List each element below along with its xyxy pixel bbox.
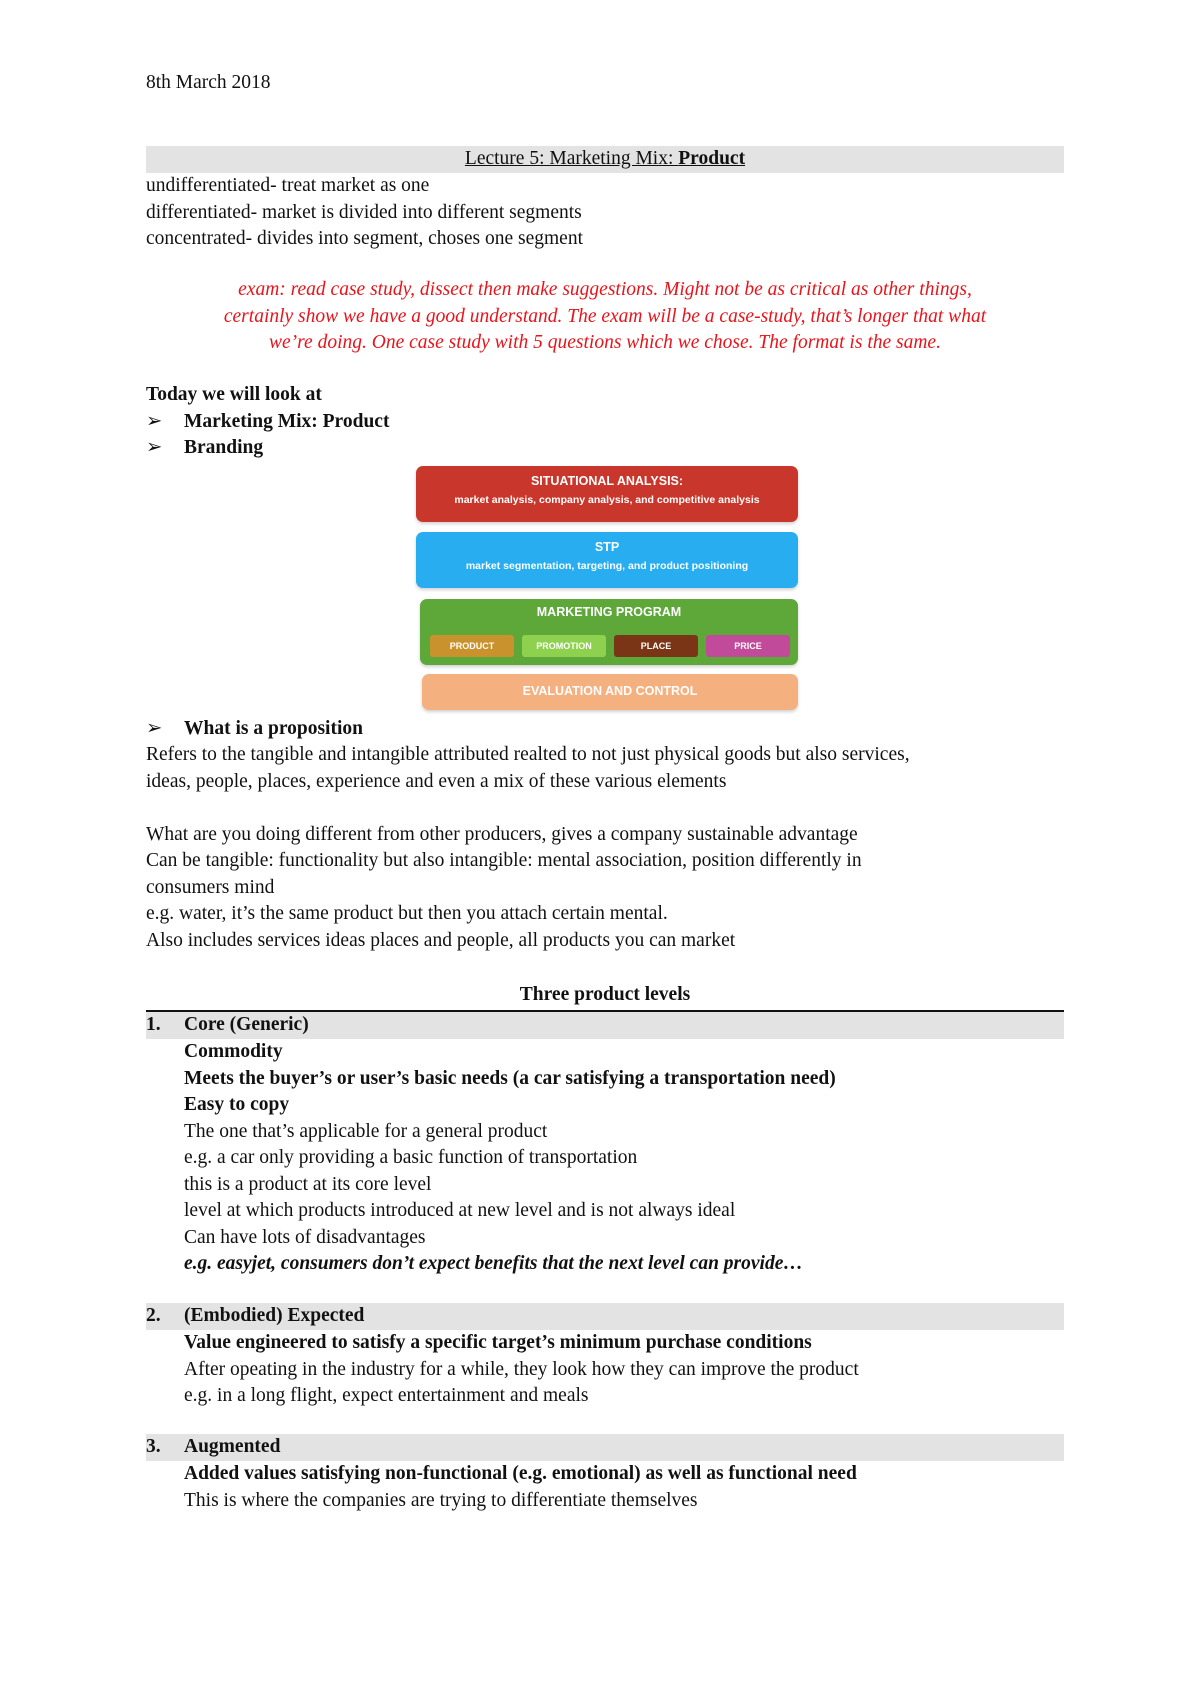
exam-note-line: certainly show we have a good understand. The exam will be a case-study, that’s longer that what [223, 305, 987, 327]
document-date: 8th March 2018 [146, 72, 271, 93]
level-1-heading [146, 1012, 1064, 1039]
level-line: After opeating in the industry for a while, they look how they can improve the product [184, 1358, 859, 1380]
blank-line [146, 795, 1064, 822]
today-item [146, 409, 389, 436]
proposition-detail-line: Also includes services ideas places and people, all products you can market [146, 929, 736, 951]
arrow-bullet-icon: ➢ [146, 410, 163, 432]
intro-line: concentrated- divides into segment, choses one segment [146, 228, 583, 249]
level-number: 3. [146, 1436, 161, 1457]
level-bold-line: Value engineered to satisfy a specific target’s minimum purchase conditions [184, 1332, 812, 1353]
level-line: e.g. a car only providing a basic function of transportation [184, 1147, 638, 1168]
lecture-title [146, 146, 1064, 173]
lecture-title-prefix: Lecture 5: Marketing Mix: [464, 148, 679, 169]
proposition-heading-label: What is a proposition [184, 718, 363, 739]
level-line: Can have lots of disadvantages [184, 1226, 426, 1248]
place-tile: PLACE [614, 635, 698, 657]
proposition-definition-line: ideas, people, places, experience and even a mix of these various elements [146, 770, 727, 792]
proposition-heading [146, 716, 363, 743]
proposition-detail-line: e.g. water, it’s the same product but then you attach certain mental. [146, 903, 668, 924]
today-item-label: Marketing Mix: Product [184, 410, 390, 432]
marketing-process-diagram [416, 466, 798, 710]
stp-title: STP [594, 540, 620, 554]
level-name: Augmented [184, 1436, 281, 1457]
level-2-body [184, 1330, 859, 1410]
promotion-tile: PROMOTION [522, 635, 606, 657]
level-number: 2. [146, 1305, 161, 1326]
arrow-bullet-icon: ➢ [146, 718, 163, 739]
level-line: e.g. in a long flight, expect entertainment and meals [184, 1385, 589, 1406]
today-item-label: Branding [184, 437, 264, 458]
stp-subtitle: market segmentation, targeting, and product positioning [465, 560, 749, 572]
proposition-definition-line: Refers to the tangible and intangible attributed realted to not just physical goods but also services, [146, 744, 910, 765]
levels-title: Three product levels [519, 984, 691, 1005]
level-bold-line: Commodity [184, 1041, 283, 1062]
today-section [146, 382, 389, 462]
level-line: This is where the companies are trying to differentiate themselves [184, 1489, 698, 1511]
segmentation-notes [146, 173, 583, 253]
level-example-line: e.g. easyjet, consumers don’t expect benefits that the next level can provide… [184, 1253, 803, 1274]
marketing-program-block [420, 599, 798, 665]
level-bold-line: Added values satisfying non-functional (e.g. emotional) as well as functional need [184, 1463, 857, 1484]
level-line: this is a product at its core level [184, 1173, 432, 1195]
proposition-detail-line: What are you doing different from other producers, gives a company sustainable advantage [146, 823, 858, 845]
proposition-detail-line: consumers mind [146, 876, 275, 898]
situational-analysis-subtitle: market analysis, company analysis, and competitive analysis [454, 494, 760, 506]
level-name: (Embodied) Expected [184, 1305, 365, 1326]
level-3-body [184, 1461, 857, 1514]
price-tile: PRICE [706, 635, 790, 657]
level-3-heading [146, 1434, 1064, 1461]
proposition-body [146, 742, 1064, 954]
marketing-program-title: MARKETING PROGRAM [536, 605, 682, 619]
stp-block [416, 532, 798, 588]
level-line: level at which products introduced at new level and is not always ideal [184, 1200, 736, 1221]
level-line: The one that’s applicable for a general product [184, 1120, 548, 1142]
level-name: Core (Generic) [184, 1014, 309, 1035]
product-tile: PRODUCT [430, 635, 514, 657]
intro-line: undifferentiated- treat market as one [146, 175, 430, 196]
lecture-title-bold: Product [678, 148, 746, 169]
level-number: 1. [146, 1014, 161, 1035]
level-2-heading [146, 1303, 1064, 1330]
proposition-detail-line: Can be tangible: functionality but also intangible: mental association, position differently in [146, 850, 862, 871]
exam-note [146, 277, 1064, 357]
exam-note-line: exam: read case study, dissect then make suggestions. Might not be as critical as other things, [238, 279, 972, 300]
level-1-body [184, 1039, 836, 1278]
arrow-bullet-icon: ➢ [146, 437, 163, 458]
level-bold-line: Meets the buyer’s or user’s basic needs (a car satisfying a transportation need) [184, 1067, 836, 1089]
today-item [146, 435, 389, 462]
situational-analysis-title: SITUATIONAL ANALYSIS: [530, 474, 684, 488]
intro-line: differentiated- market is divided into different segments [146, 201, 582, 223]
level-bold-line: Easy to copy [184, 1094, 290, 1115]
exam-note-line: we’re doing. One case study with 5 questions which we chose. The format is the same. [269, 332, 941, 353]
situational-analysis-block [416, 466, 798, 522]
evaluation-control-title: EVALUATION AND CONTROL [522, 684, 698, 698]
evaluation-control-block [422, 674, 798, 710]
today-heading: Today we will look at [146, 384, 322, 405]
